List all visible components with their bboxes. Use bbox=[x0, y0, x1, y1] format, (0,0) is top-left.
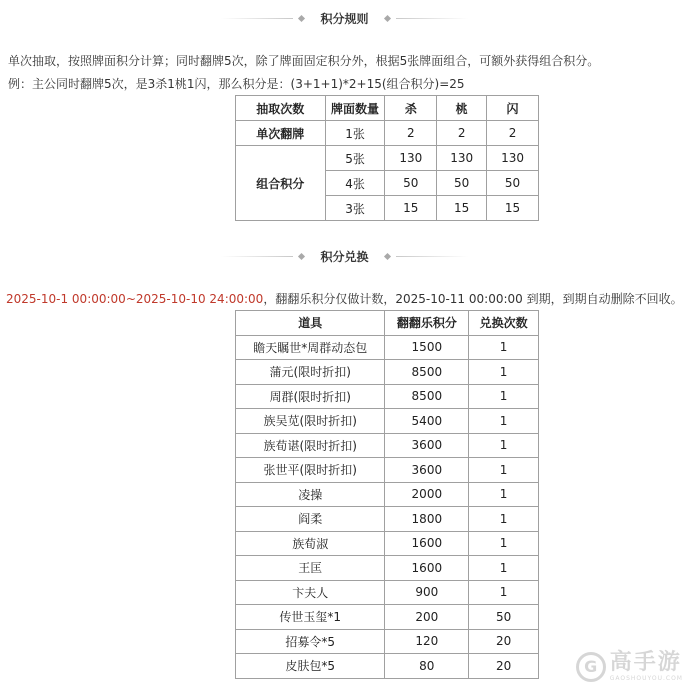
title-line-left bbox=[221, 256, 293, 257]
table-cell: 8500 bbox=[385, 360, 469, 385]
table-cell: 1 bbox=[469, 335, 539, 360]
table-row bbox=[236, 409, 539, 434]
header-cell: 道具 bbox=[236, 311, 385, 336]
table-cell: 阎柔 bbox=[236, 507, 385, 532]
header-cell: 兑换次数 bbox=[469, 311, 539, 336]
table-row bbox=[236, 146, 539, 171]
table-cell: 1600 bbox=[385, 556, 469, 581]
table-cell: 1600 bbox=[385, 531, 469, 556]
single-flip-label: 单次翻牌 bbox=[236, 121, 326, 146]
header-cell: 牌面数量 bbox=[325, 96, 385, 121]
rules-title: 积分规则 bbox=[320, 11, 369, 26]
table-cell: 1 bbox=[469, 580, 539, 605]
table-cell: 1 bbox=[469, 360, 539, 385]
table-row bbox=[236, 335, 539, 360]
combo-score-label: 组合积分 bbox=[236, 146, 326, 221]
header-cell: 桃 bbox=[437, 96, 487, 121]
exchange-table-body bbox=[236, 335, 539, 678]
watermark bbox=[576, 651, 683, 682]
exchange-date-range: 2025-10-1 00:00:00~2025-10-10 24:00:00 bbox=[6, 292, 264, 306]
table-cell: 2 bbox=[487, 121, 539, 146]
table-cell: 130 bbox=[487, 146, 539, 171]
table-cell: 130 bbox=[385, 146, 437, 171]
table-cell: 1张 bbox=[325, 121, 385, 146]
table-cell: 3600 bbox=[385, 433, 469, 458]
table-row bbox=[236, 629, 539, 654]
table-cell: 1800 bbox=[385, 507, 469, 532]
watermark-en: GAOSHOUYOU.COM bbox=[609, 675, 683, 682]
table-cell: 1 bbox=[469, 458, 539, 483]
table-cell: 50 bbox=[385, 171, 437, 196]
table-cell: 2 bbox=[437, 121, 487, 146]
table-row bbox=[236, 531, 539, 556]
title-line-right bbox=[396, 18, 468, 19]
table-row bbox=[236, 458, 539, 483]
table-cell: 招募令*5 bbox=[236, 629, 385, 654]
exchange-title: 积分兑换 bbox=[320, 249, 369, 264]
table-row bbox=[236, 507, 539, 532]
header-cell: 翻翻乐积分 bbox=[385, 311, 469, 336]
table-cell: 1500 bbox=[385, 335, 469, 360]
diamond-icon bbox=[383, 252, 390, 259]
rules-header-row bbox=[236, 96, 539, 121]
table-cell: 2 bbox=[385, 121, 437, 146]
table-cell: 20 bbox=[469, 629, 539, 654]
table-cell: 3600 bbox=[385, 458, 469, 483]
table-cell: 王匡 bbox=[236, 556, 385, 581]
table-cell: 50 bbox=[469, 605, 539, 630]
table-row bbox=[236, 482, 539, 507]
table-cell: 1 bbox=[469, 482, 539, 507]
table-cell: 1 bbox=[469, 433, 539, 458]
title-line-left bbox=[221, 18, 293, 19]
table-cell: 1 bbox=[469, 556, 539, 581]
table-row bbox=[236, 384, 539, 409]
table-row bbox=[236, 580, 539, 605]
exchange-header-row bbox=[236, 311, 539, 336]
table-cell: 80 bbox=[385, 654, 469, 679]
table-row bbox=[236, 605, 539, 630]
table-cell: 4张 bbox=[325, 171, 385, 196]
table-cell: 张世平(限时折扣) bbox=[236, 458, 385, 483]
title-line-right bbox=[396, 256, 468, 257]
table-cell: 5张 bbox=[325, 146, 385, 171]
rules-section-title bbox=[0, 10, 689, 26]
table-cell: 50 bbox=[487, 171, 539, 196]
watermark-cn: 高手游 bbox=[609, 650, 682, 675]
diamond-icon bbox=[383, 14, 390, 21]
diamond-icon bbox=[298, 252, 305, 259]
table-cell: 130 bbox=[437, 146, 487, 171]
table-cell: 传世玉玺*1 bbox=[236, 605, 385, 630]
table-cell: 瞻天瞩世*周群动态包 bbox=[236, 335, 385, 360]
table-cell: 皮肤包*5 bbox=[236, 654, 385, 679]
table-cell: 周群(限时折扣) bbox=[236, 384, 385, 409]
table-cell: 200 bbox=[385, 605, 469, 630]
diamond-icon bbox=[298, 14, 305, 21]
header-cell: 闪 bbox=[487, 96, 539, 121]
table-cell: 50 bbox=[437, 171, 487, 196]
table-cell: 15 bbox=[385, 196, 437, 221]
table-cell: 3张 bbox=[325, 196, 385, 221]
table-cell: 20 bbox=[469, 654, 539, 679]
exchange-table bbox=[235, 310, 539, 679]
header-cell: 杀 bbox=[385, 96, 437, 121]
table-cell: 1 bbox=[469, 531, 539, 556]
table-row bbox=[236, 433, 539, 458]
table-cell: 族荀谌(限时折扣) bbox=[236, 433, 385, 458]
exchange-note-text: ，翻翻乐积分仅做计数，2025-10-11 00:00:00 到期，到期自动删除不回收。 bbox=[263, 292, 683, 306]
table-cell: 卞夫人 bbox=[236, 580, 385, 605]
table-cell: 15 bbox=[487, 196, 539, 221]
table-cell: 凌操 bbox=[236, 482, 385, 507]
table-row bbox=[236, 556, 539, 581]
table-cell: 15 bbox=[437, 196, 487, 221]
table-cell: 1 bbox=[469, 384, 539, 409]
table-cell: 族吴苋(限时折扣) bbox=[236, 409, 385, 434]
table-row bbox=[236, 654, 539, 679]
watermark-logo-icon: G bbox=[576, 652, 606, 682]
table-cell: 蒲元(限时折扣) bbox=[236, 360, 385, 385]
table-cell: 1 bbox=[469, 507, 539, 532]
header-cell: 抽取次数 bbox=[236, 96, 326, 121]
table-row bbox=[236, 360, 539, 385]
table-cell: 900 bbox=[385, 580, 469, 605]
rules-description: 单次抽取，按照牌面积分计算；同时翻牌5次，除了牌面固定积分外，根据5张牌面组合，可额外获得组合积分。 bbox=[8, 54, 600, 68]
table-cell: 5400 bbox=[385, 409, 469, 434]
table-cell: 2000 bbox=[385, 482, 469, 507]
rules-table bbox=[235, 95, 539, 221]
table-row bbox=[236, 121, 539, 146]
table-cell: 8500 bbox=[385, 384, 469, 409]
exchange-section-title bbox=[0, 248, 689, 264]
table-cell: 120 bbox=[385, 629, 469, 654]
rules-example: 例：主公同时翻牌5次，是3杀1桃1闪，那么积分是：(3+1+1)*2+15(组合积分)=25 bbox=[8, 77, 465, 91]
table-cell: 1 bbox=[469, 409, 539, 434]
table-cell: 族荀淑 bbox=[236, 531, 385, 556]
watermark-text bbox=[610, 651, 683, 682]
exchange-note bbox=[6, 290, 683, 307]
